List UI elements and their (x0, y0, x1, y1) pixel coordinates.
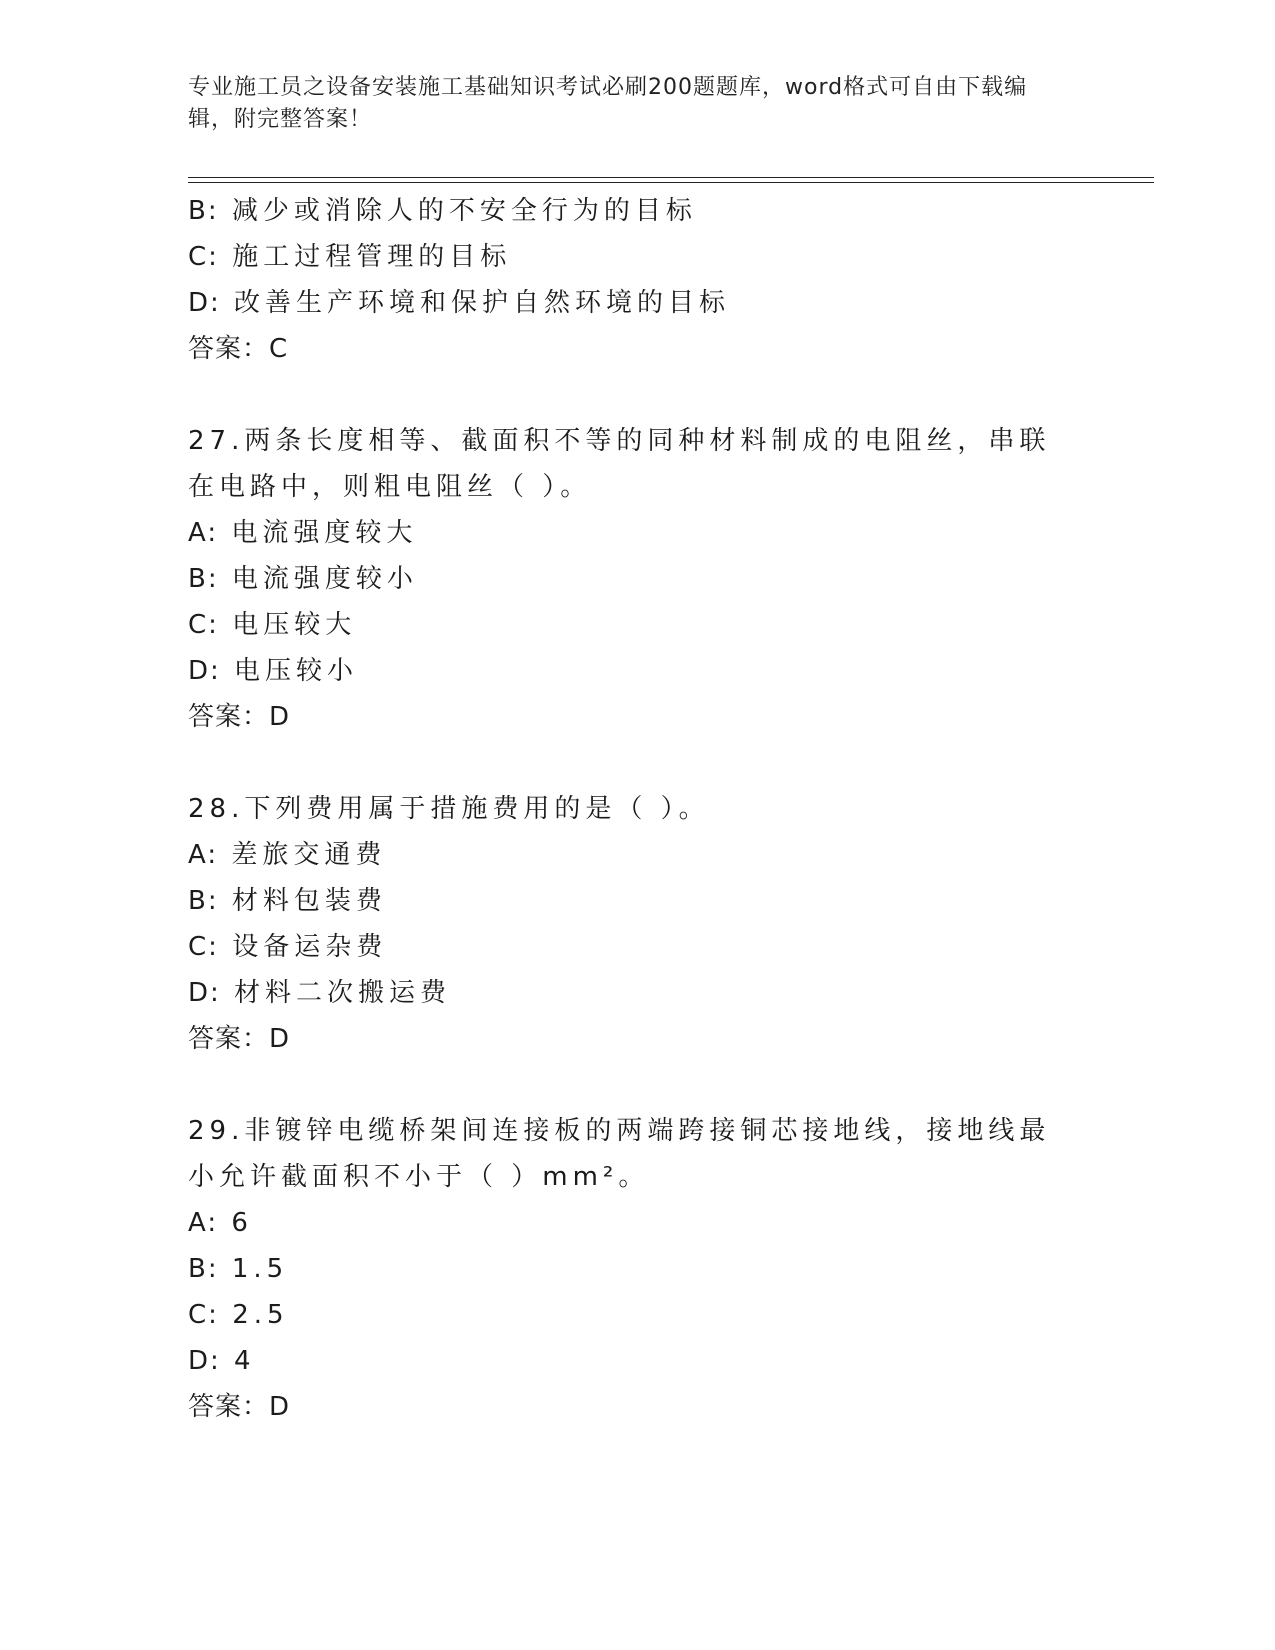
document-header: 专业施工员之设备安装施工基础知识考试必刷200题题库，word格式可自由下载编辑，附完整答案！ (188, 75, 1028, 132)
question-29 (188, 1108, 1088, 1430)
option-b (188, 556, 1088, 602)
option-c (188, 602, 1088, 648)
option-b (188, 878, 1088, 924)
option-label: C: (188, 1300, 219, 1330)
option-c (188, 1292, 1088, 1338)
option-label: B: (188, 196, 219, 226)
question-stem: 29.非镀锌电缆桥架间连接板的两端跨接铜芯接地线，接地线最小允许截面积不小于（ ）mm²。 (188, 1116, 1051, 1192)
spacer (188, 372, 1088, 418)
option-text: 材料二次搬运费 (234, 978, 452, 1008)
option-text: 设备运杂费 (232, 932, 388, 962)
question-stem: 27.两条长度相等、截面积不等的同种材料制成的电阻丝，串联在电路中，则粗电阻丝（ ）。 (188, 426, 1051, 502)
spacer (188, 740, 1088, 786)
option-label: A: (188, 840, 219, 870)
option-text: 电压较小 (234, 656, 359, 686)
question-27 (188, 418, 1088, 740)
option-a (188, 832, 1088, 878)
option-c (188, 924, 1088, 970)
option-d (188, 648, 1088, 694)
spacer (188, 1062, 1088, 1108)
option-label: B: (188, 564, 219, 594)
option-label: C: (188, 242, 219, 272)
option-label: B: (188, 886, 219, 916)
option-text: 减少或消除人的不安全行为的目标 (231, 196, 697, 226)
question-stem: 28.下列费用属于措施费用的是（ ）。 (188, 794, 710, 824)
option-label: C: (188, 932, 219, 962)
option-d (188, 280, 1088, 326)
option-text: 电流强度较大 (231, 518, 418, 548)
question-26-partial (188, 188, 1088, 372)
option-text: 电压较大 (232, 610, 357, 640)
option-a (188, 510, 1088, 556)
option-text: 材料包装费 (231, 886, 387, 916)
option-b (188, 1246, 1088, 1292)
option-label: D: (188, 1346, 221, 1376)
option-label: A: (188, 1208, 219, 1238)
option-text: 改善生产环境和保护自然环境的目标 (234, 288, 731, 318)
document-body (188, 188, 1088, 1430)
option-b (188, 188, 1088, 234)
answer-line: 答案：D (188, 1024, 291, 1054)
option-label: D: (188, 656, 221, 686)
option-label: D: (188, 978, 221, 1008)
option-text: 6 (231, 1208, 253, 1238)
option-d (188, 970, 1088, 1016)
answer-line: 答案：C (188, 334, 289, 364)
answer-line: 答案：D (188, 702, 291, 732)
option-label: B: (188, 1254, 219, 1284)
option-c (188, 234, 1088, 280)
header-divider-top (188, 177, 1154, 178)
answer-line: 答案：D (188, 1392, 291, 1422)
option-label: A: (188, 518, 219, 548)
option-text: 施工过程管理的目标 (232, 242, 512, 272)
option-text: 2.5 (232, 1300, 289, 1330)
option-text: 电流强度较小 (231, 564, 418, 594)
option-a (188, 1200, 1088, 1246)
option-label: C: (188, 610, 219, 640)
option-text: 1.5 (231, 1254, 289, 1284)
option-label: D: (188, 288, 221, 318)
option-text: 差旅交通费 (231, 840, 387, 870)
option-text: 4 (234, 1346, 256, 1376)
option-d (188, 1338, 1088, 1384)
question-28 (188, 786, 1088, 1062)
header-divider-bottom (188, 182, 1154, 183)
